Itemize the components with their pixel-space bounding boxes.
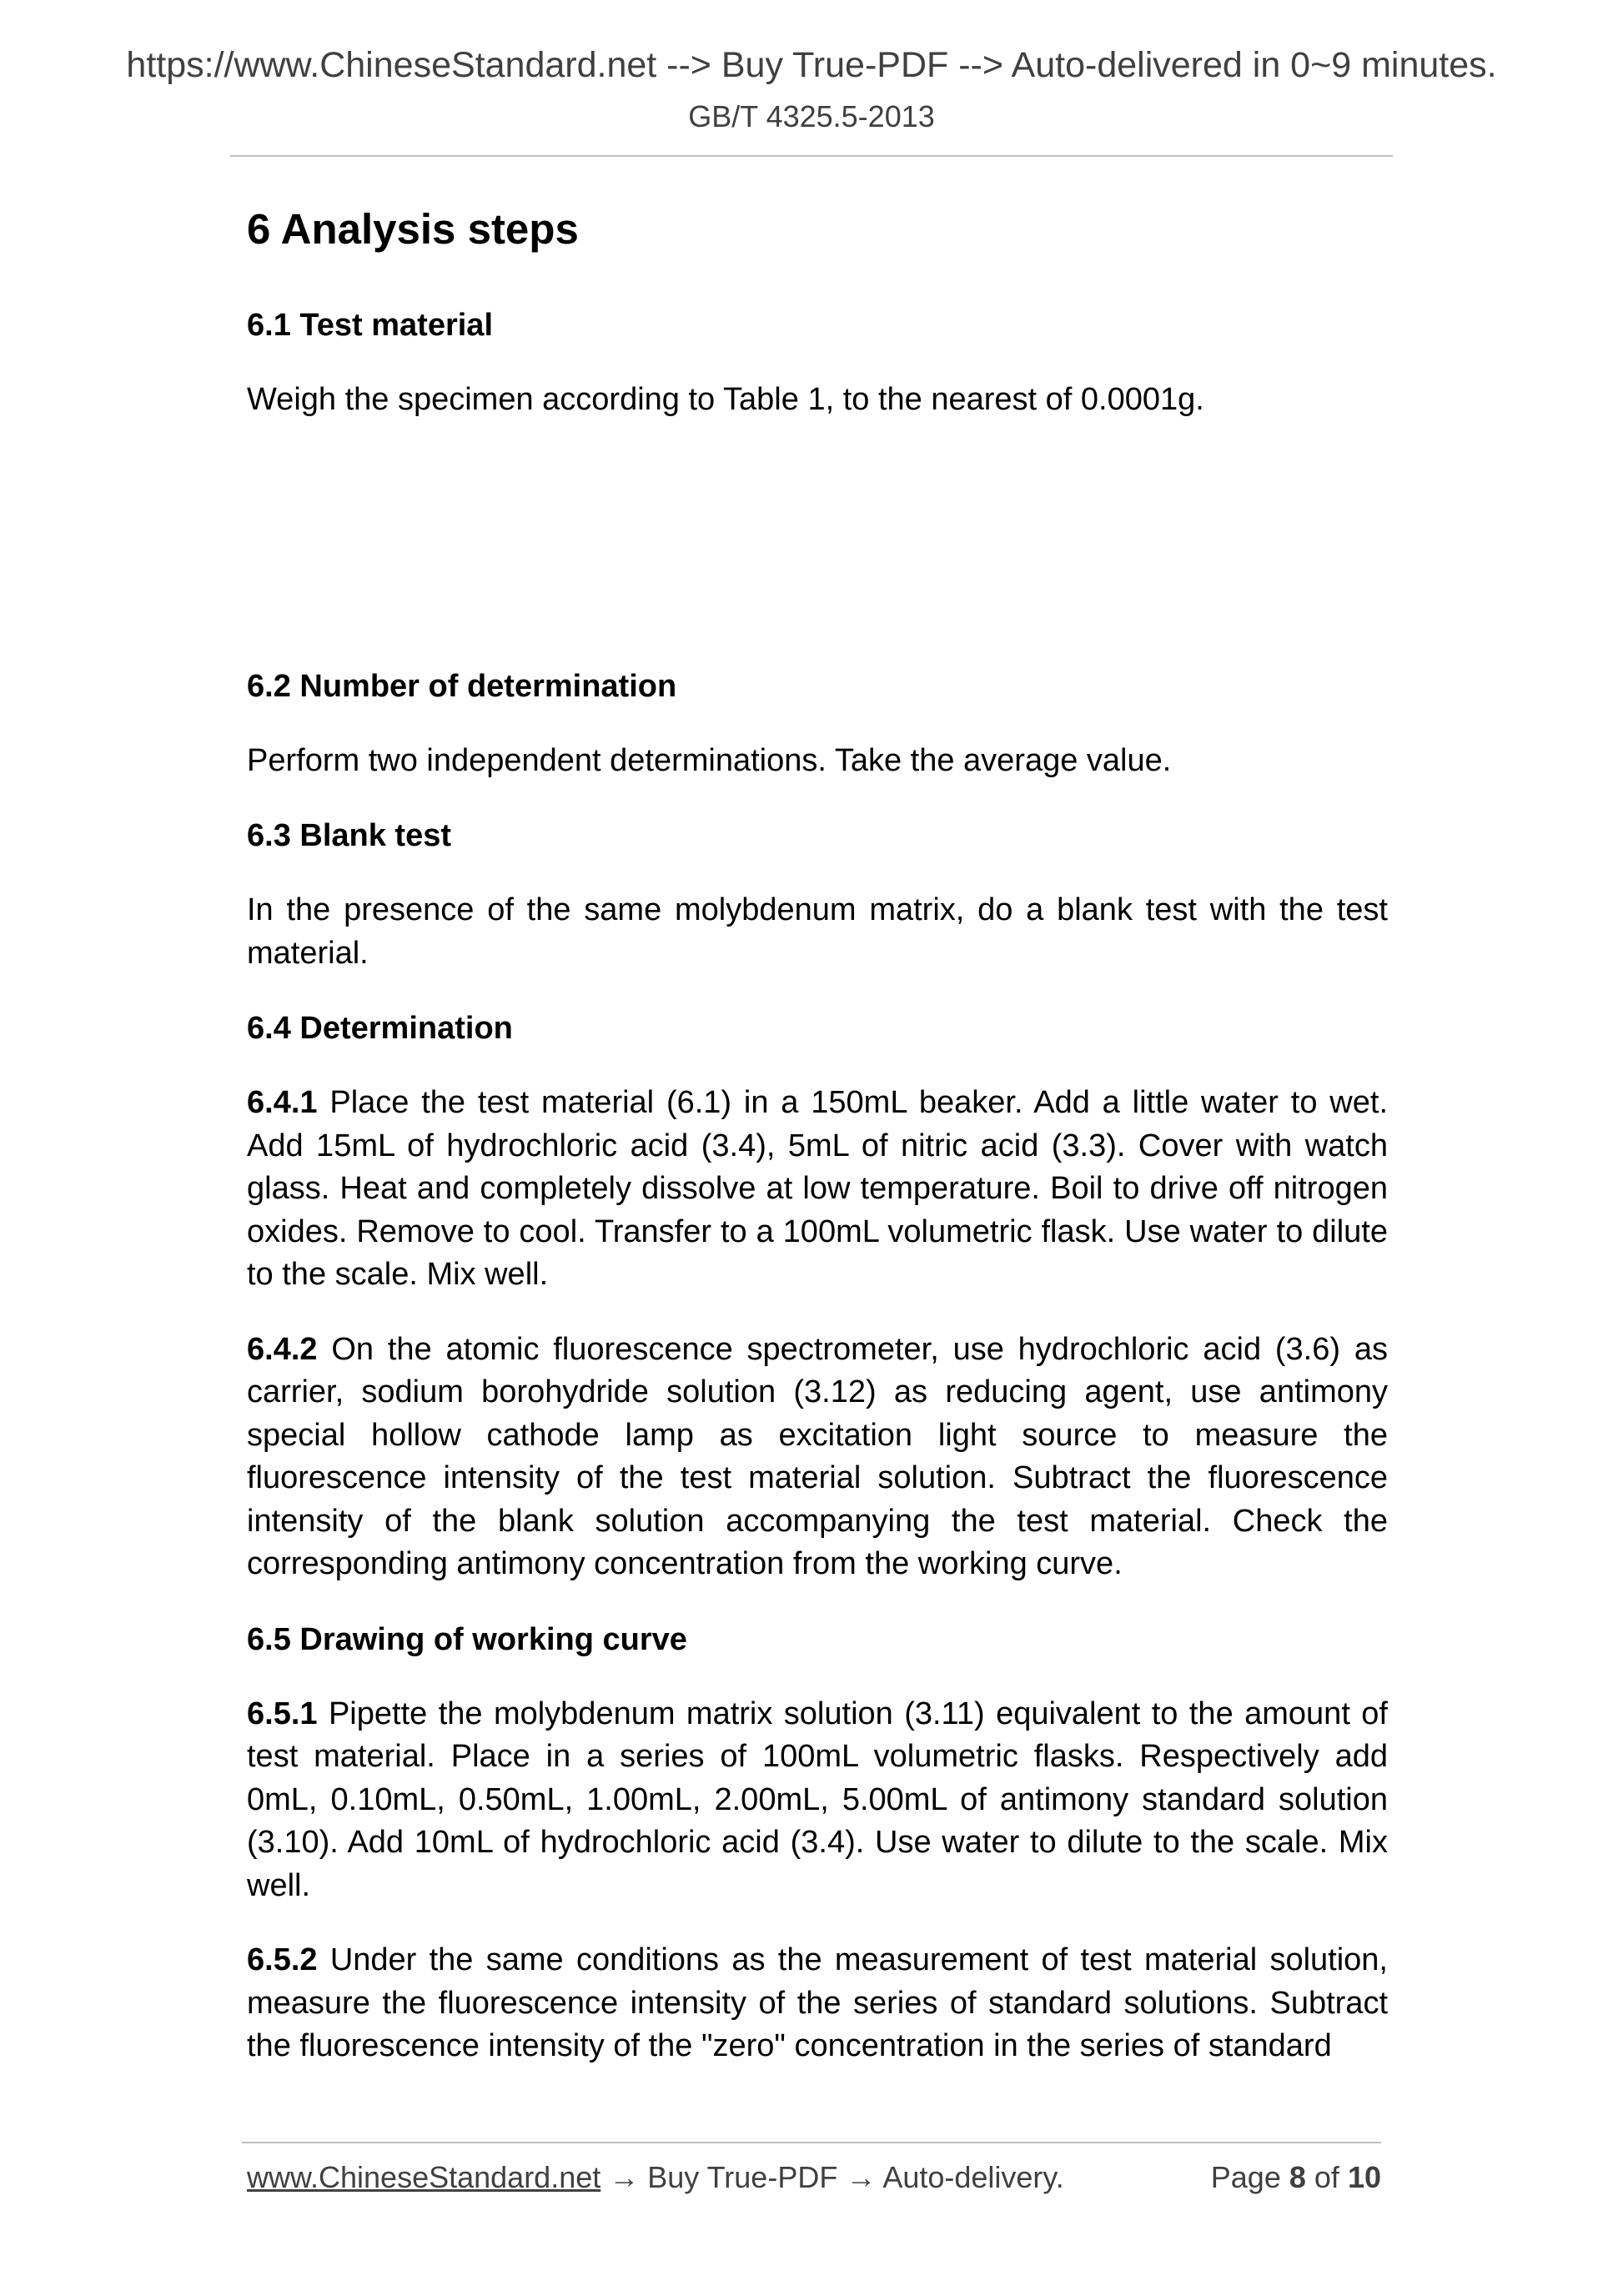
heading-6-3: 6.3 Blank test (247, 818, 451, 853)
heading-6-2: 6.2 Number of determination (247, 668, 677, 704)
header-divider (230, 155, 1393, 157)
clause-number: 6.5.1 (247, 1696, 318, 1731)
standard-code: GB/T 4325.5-2013 (688, 99, 935, 133)
paragraph-6-4-1 (247, 1082, 1388, 1297)
clause-number: 6.4.1 (247, 1085, 318, 1120)
clause-number: 6.5.2 (247, 1942, 318, 1977)
blank-space (247, 454, 1388, 665)
site-link[interactable]: www.ChineseStandard.net (247, 2160, 601, 2194)
footer-tagline: → Buy True-PDF → Auto-delivery. (600, 2160, 1064, 2194)
paragraph-6-1: Weigh the specimen according to Table 1, to the nearest of 0.0001g. (247, 382, 1204, 417)
paragraph-6-3: In the presence of the same molybdenum matrix, do a blank test with the test material. (247, 892, 1388, 971)
page-current: 8 (1289, 2160, 1306, 2194)
clause-text: Place the test material (6.1) in a 150mL beaker. Add a little water to wet. Add 15mL of hydrochloric acid (3.4), 5mL of nitric acid (3.3). Cover with watch glass. Heat and completely dissolve at low temperature. Boil to drive off nitrogen oxides. Remove to cool. Transfer to a 100mL volumetric flask. Use water to dilute to the scale. Mix well. (247, 1085, 1388, 1292)
clause-text: Pipette the molybdenum matrix solution (3.11) equivalent to the amount of test material. Place in a series of 100mL volumetric flasks. Respectively add 0mL, 0.10mL, 0.50mL, 1.00mL, 2.00mL, 5.00mL of antimony standard solution (3.10). Add 10mL of hydrochloric acid (3.4). Use water to dilute to the scale. Mix well. (247, 1696, 1388, 1903)
paragraph-6-5-1 (247, 1693, 1388, 1908)
heading-6-4: 6.4 Determination (247, 1011, 513, 1046)
section-title: 6 Analysis steps (247, 205, 579, 253)
page-indicator (1211, 2157, 1381, 2198)
paragraph-6-5-2 (247, 1939, 1388, 2068)
footer-divider (242, 2142, 1381, 2143)
footer-left (247, 2157, 1064, 2198)
page-total: 10 (1347, 2160, 1381, 2194)
header-banner: https://www.ChineseStandard.net --> Buy True-PDF --> Auto-delivered in 0~9 minutes. (126, 45, 1497, 85)
paragraph-6-4-2 (247, 1329, 1388, 1586)
page-content (247, 200, 1388, 2100)
heading-6-1: 6.1 Test material (247, 308, 494, 343)
page-label: Page (1210, 2160, 1281, 2194)
clause-text: On the atomic fluorescence spectrometer, use hydrochloric acid (3.6) as carrier, sodium borohydride solution (3.12) as reducing agent, use antimony special hollow cathode lamp as excitation light source to measure the fluorescence intensity of the test material solution. Subtract the fluorescence intensity of the blank solution accompanying the test material. Check the corresponding antimony concentration from the working curve. (247, 1331, 1388, 1581)
heading-6-5: 6.5 Drawing of working curve (247, 1621, 687, 1657)
clause-number: 6.4.2 (247, 1331, 318, 1367)
clause-text: Under the same conditions as the measurement of test material solution, measure the fluorescence intensity of the series of standard solutions. Subtract the fluorescence intensity of the "zero" concentration in the series of standard (247, 1942, 1388, 2063)
page-of: of (1314, 2160, 1339, 2194)
paragraph-6-2: Perform two independent determinations. Take the average value. (247, 742, 1172, 778)
